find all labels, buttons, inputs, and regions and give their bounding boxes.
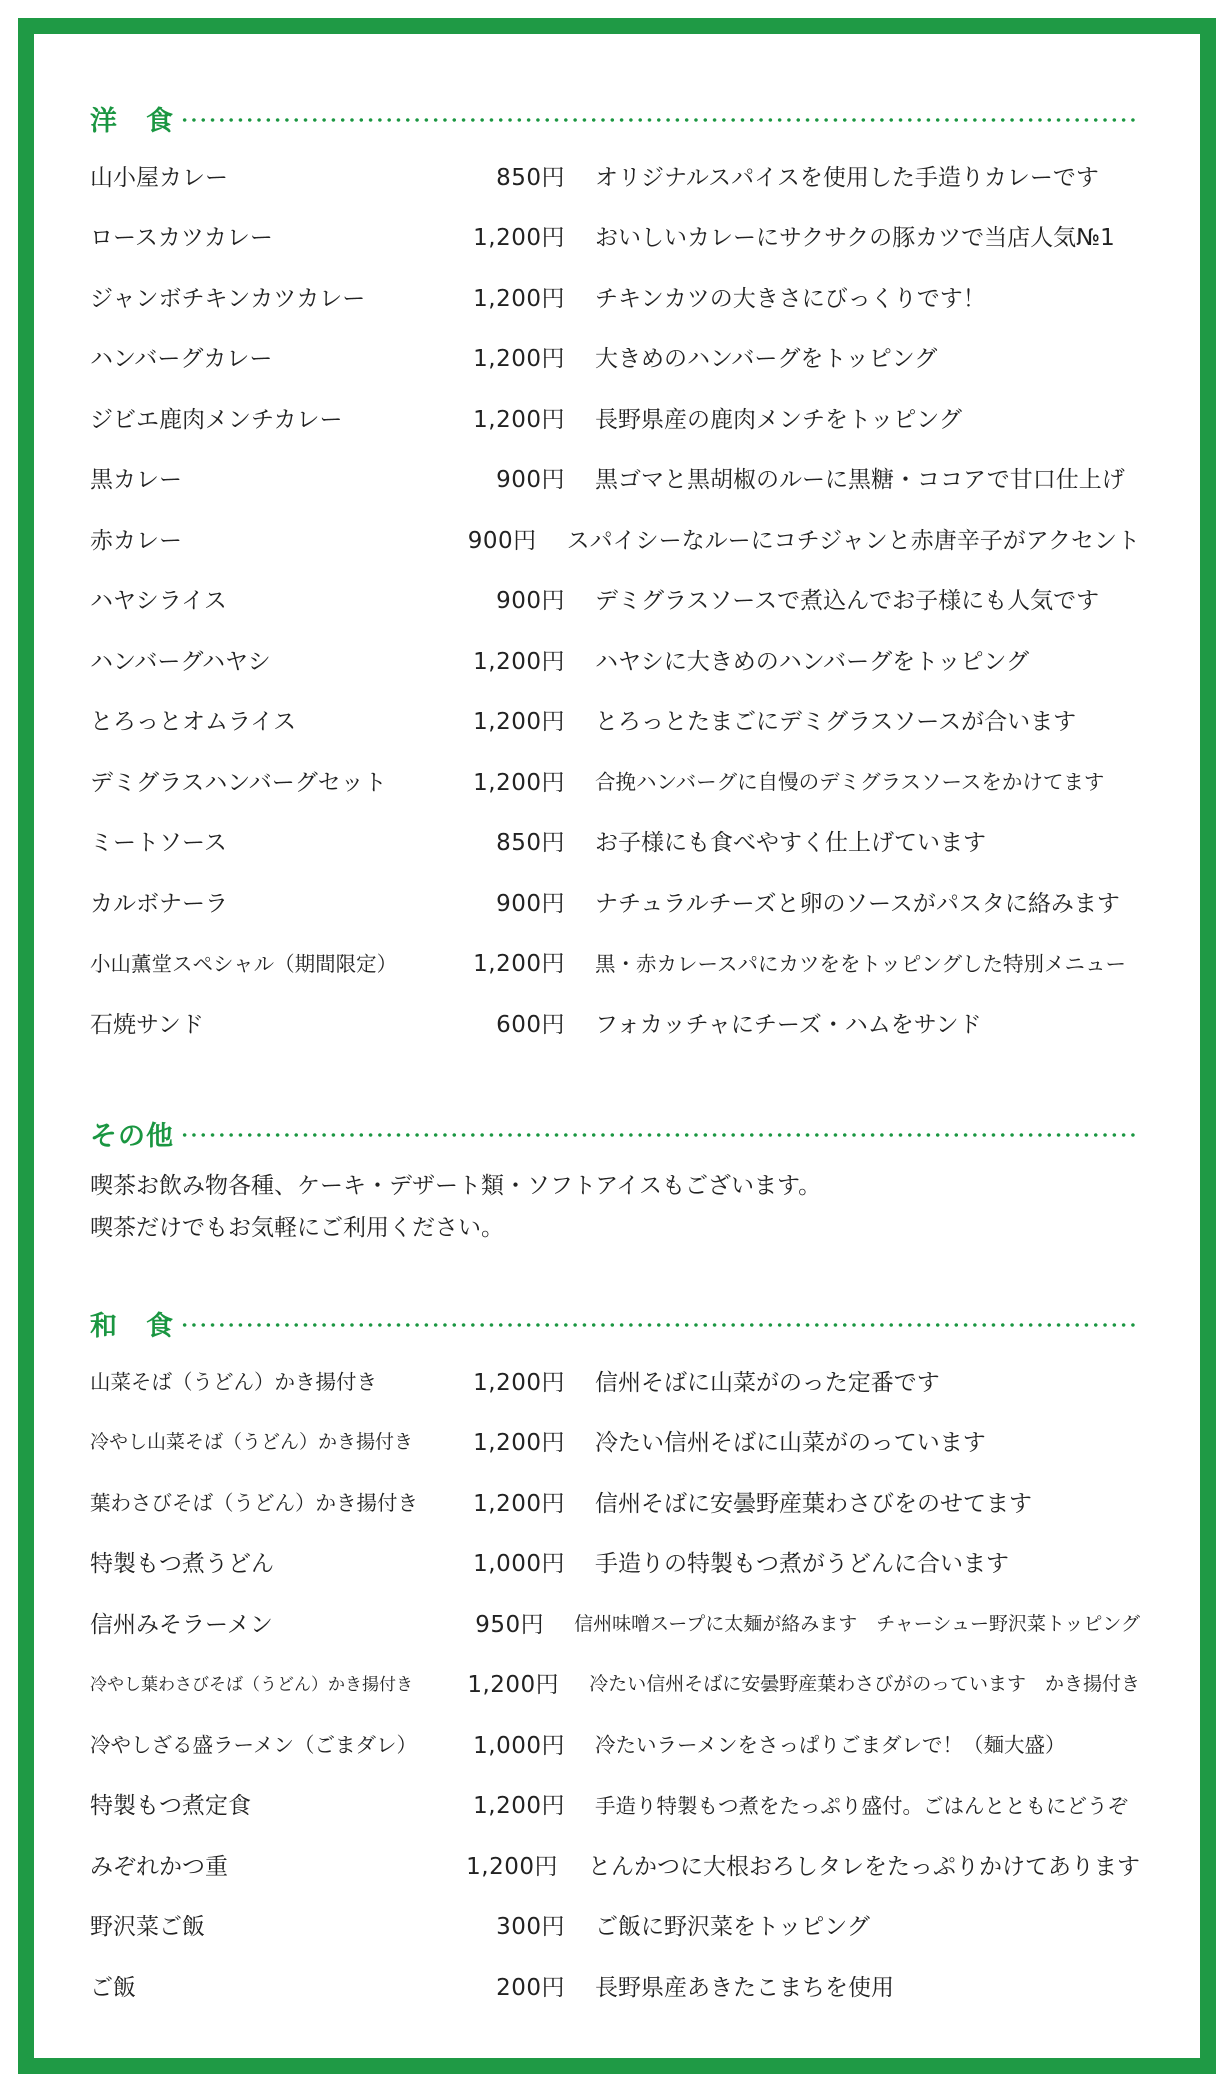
section-yoshoku bbox=[90, 98, 1140, 1053]
item-name: デミグラスハンバーグセット bbox=[90, 769, 387, 796]
menu-item bbox=[90, 448, 1140, 509]
section-washoku bbox=[90, 1303, 1140, 2016]
item-name: 黒カレー bbox=[90, 467, 182, 494]
menu-item bbox=[90, 1834, 1140, 1895]
menu-item bbox=[90, 266, 1140, 327]
item-price: 1,000円 bbox=[473, 1551, 565, 1578]
item-description: 冷たい信州そばに山菜がのっています bbox=[595, 1430, 986, 1457]
menu-item bbox=[90, 1592, 1140, 1653]
section-heading bbox=[90, 98, 1140, 138]
section-heading bbox=[90, 1303, 1140, 1343]
item-description: 信州味噌スープに太麺が絡みます チャーシュー野沢菜トッピング bbox=[574, 1612, 1140, 1635]
item-price: 1,200円 bbox=[473, 1430, 565, 1457]
item-name: ハヤシライス bbox=[90, 588, 227, 615]
item-name: ジビエ鹿肉メンチカレー bbox=[90, 406, 343, 433]
section-title: 洋 食 bbox=[90, 105, 174, 137]
section-title: 和 食 bbox=[90, 1310, 174, 1342]
item-price: 900円 bbox=[496, 467, 565, 494]
item-description: おいしいカレーにサクサクの豚カツで当店人気№1 bbox=[595, 225, 1115, 252]
item-description: チキンカツの大きさにびっくりです！ bbox=[595, 285, 986, 312]
dotted-leader bbox=[180, 1133, 1139, 1137]
item-description: 黒・赤カレースパにカツををトッピングした特別メニュー bbox=[595, 951, 1126, 976]
item-description: スパイシーなルーにコチジャンと赤唐辛子がアクセント bbox=[566, 527, 1140, 554]
item-price: 1,200円 bbox=[473, 951, 565, 978]
item-name: ミートソース bbox=[90, 830, 227, 857]
menu-item bbox=[90, 1350, 1140, 1411]
menu-item bbox=[90, 327, 1140, 388]
item-price: 950円 bbox=[475, 1611, 545, 1638]
menu-item bbox=[90, 1955, 1140, 2016]
item-price: 900円 bbox=[496, 588, 565, 615]
item-description: 黒ゴマと黒胡椒のルーに黒糖・ココアで甘口仕上げ bbox=[595, 467, 1125, 494]
item-name: 山菜そば（うどん）かき揚付き bbox=[90, 1370, 377, 1395]
item-price: 850円 bbox=[496, 164, 565, 191]
item-price: 1,200円 bbox=[473, 648, 565, 675]
item-price: 300円 bbox=[496, 1914, 565, 1941]
dotted-leader bbox=[180, 118, 1139, 122]
item-description: 手造りの特製もつ煮がうどんに合います bbox=[595, 1551, 1009, 1578]
item-description: 冷たいラーメンをさっぱりごまダレで！（麺大盛） bbox=[595, 1733, 1066, 1758]
item-price: 1,200円 bbox=[473, 709, 565, 736]
note-line: 喫茶だけでもお気軽にご利用ください。 bbox=[90, 1215, 504, 1241]
menu-item bbox=[90, 871, 1140, 932]
item-name: ジャンボチキンカツカレー bbox=[90, 285, 366, 312]
menu-item bbox=[90, 932, 1140, 993]
menu-item bbox=[90, 992, 1140, 1053]
item-description: 合挽ハンバーグに自慢のデミグラスソースをかけてます bbox=[595, 770, 1105, 795]
item-description: ご飯に野沢菜をトッピング bbox=[595, 1914, 870, 1941]
item-description: ハヤシに大きめのハンバーグをトッピング bbox=[595, 648, 1030, 675]
item-price: 1,200円 bbox=[473, 225, 565, 252]
item-price: 1,200円 bbox=[473, 285, 565, 312]
item-description: とんかつに大根おろしタレをたっぷりかけてあります bbox=[588, 1853, 1140, 1880]
item-price: 1,200円 bbox=[467, 1672, 560, 1699]
item-name: 冷やし葉わさびそば（うどん）かき揚付き bbox=[90, 1675, 413, 1696]
menu-item bbox=[90, 145, 1140, 206]
item-description: 長野県産の鹿肉メンチをトッピング bbox=[595, 406, 962, 433]
item-name: みぞれかつ重 bbox=[90, 1853, 228, 1880]
item-price: 200円 bbox=[496, 1974, 565, 2001]
dotted-leader bbox=[180, 1323, 1139, 1327]
section-title: その他 bbox=[90, 1120, 174, 1152]
menu-item bbox=[90, 569, 1140, 630]
menu-item bbox=[90, 1713, 1140, 1774]
menu-item bbox=[90, 1653, 1140, 1714]
menu-item bbox=[90, 690, 1140, 751]
item-name: とろっとオムライス bbox=[90, 709, 297, 736]
item-name: 冷やしざる盛ラーメン（ごまダレ） bbox=[90, 1733, 417, 1758]
menu-item bbox=[90, 1471, 1140, 1532]
item-price: 1,200円 bbox=[473, 346, 565, 373]
item-name: ハンバーグカレー bbox=[90, 346, 273, 373]
item-description: 手造り特製もつ煮をたっぷり盛付。ごはんとともにどうぞ bbox=[595, 1793, 1128, 1818]
item-name: ロースカツカレー bbox=[90, 225, 273, 252]
item-price: 1,200円 bbox=[473, 406, 565, 433]
item-price: 1,200円 bbox=[473, 1793, 565, 1820]
item-name: 葉わさびそば（うどん）かき揚付き bbox=[90, 1491, 418, 1516]
menu-item bbox=[90, 1411, 1140, 1472]
item-price: 1,200円 bbox=[473, 1369, 565, 1396]
menu-list bbox=[90, 1350, 1140, 2016]
menu-item bbox=[90, 1774, 1140, 1835]
item-name: カルボナーラ bbox=[90, 890, 228, 917]
menu-item bbox=[90, 508, 1140, 569]
item-description: フォカッチャにチーズ・ハムをサンド bbox=[595, 1011, 982, 1038]
section-sonota bbox=[90, 1113, 1140, 1249]
item-price: 900円 bbox=[496, 890, 565, 917]
item-name: ご飯 bbox=[90, 1974, 136, 2001]
menu-list bbox=[90, 145, 1140, 1053]
item-price: 1,200円 bbox=[466, 1853, 558, 1880]
menu-item bbox=[90, 1532, 1140, 1593]
item-description: 大きめのハンバーグをトッピング bbox=[595, 346, 938, 373]
menu-item bbox=[90, 387, 1140, 448]
item-price: 600円 bbox=[496, 1011, 565, 1038]
menu-item bbox=[90, 629, 1140, 690]
item-description: 信州そばに安曇野産葉わさびをのせてます bbox=[595, 1490, 1032, 1517]
item-description: とろっとたまごにデミグラスソースが合います bbox=[595, 709, 1077, 736]
item-description: 長野県産あきたこまちを使用 bbox=[595, 1974, 894, 2001]
item-name: 特製もつ煮うどん bbox=[90, 1551, 274, 1578]
item-name: 野沢菜ご飯 bbox=[90, 1914, 205, 1941]
item-name: 特製もつ煮定食 bbox=[90, 1793, 251, 1820]
item-price: 1,000円 bbox=[473, 1732, 565, 1759]
item-name: 信州みそラーメン bbox=[90, 1611, 273, 1638]
item-description: 信州そばに山菜がのった定番です bbox=[595, 1369, 940, 1396]
item-description: ナチュラルチーズと卵のソースがパスタに絡みます bbox=[595, 890, 1120, 917]
item-price: 850円 bbox=[496, 830, 565, 857]
item-price: 1,200円 bbox=[473, 1490, 565, 1517]
item-description: お子様にも食べやすく仕上げています bbox=[595, 830, 986, 857]
menu-item bbox=[90, 750, 1140, 811]
menu-item bbox=[90, 811, 1140, 872]
menu-item bbox=[90, 1895, 1140, 1956]
item-name: 山小屋カレー bbox=[90, 164, 228, 191]
note-line: 喫茶お飲み物各種、ケーキ・デザート類・ソフトアイスもございます。 bbox=[90, 1173, 822, 1199]
item-name: 赤カレー bbox=[90, 527, 182, 554]
item-name: 小山薫堂スペシャル（期間限定） bbox=[90, 951, 398, 976]
section-heading bbox=[90, 1113, 1140, 1153]
item-name: ハンバーグハヤシ bbox=[90, 648, 271, 675]
item-description: デミグラスソースで煮込んでお子様にも人気です bbox=[595, 588, 1100, 615]
item-description: オリジナルスパイスを使用した手造りカレーです bbox=[595, 164, 1099, 191]
item-price: 900円 bbox=[467, 527, 537, 554]
item-name: 冷やし山菜そば（うどん）かき揚付き bbox=[90, 1431, 414, 1454]
item-name: 石焼サンド bbox=[90, 1011, 204, 1038]
item-description: 冷たい信州そばに安曇野産葉わさびがのっています かき揚付き bbox=[589, 1673, 1140, 1696]
menu-item bbox=[90, 206, 1140, 267]
item-price: 1,200円 bbox=[473, 769, 565, 796]
note-text bbox=[90, 1165, 1140, 1249]
